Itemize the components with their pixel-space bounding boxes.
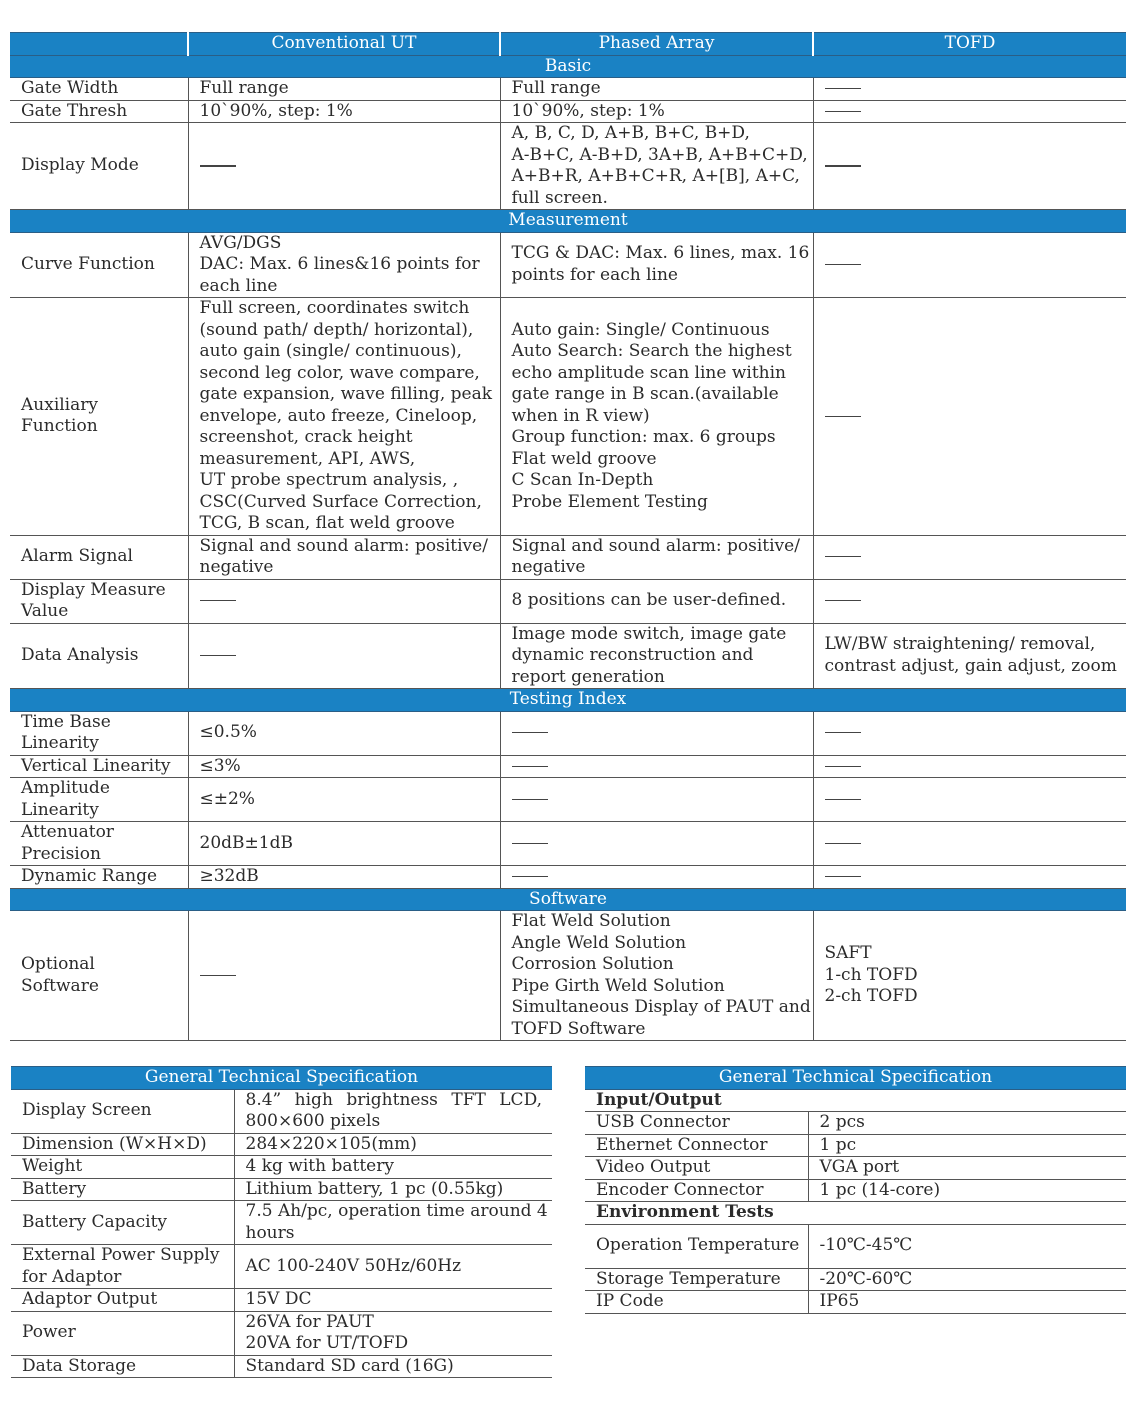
cell-tofd xyxy=(813,866,1126,889)
header-tofd: TOFD xyxy=(813,33,1126,56)
cell-pa: 10`90%, step: 1% xyxy=(500,100,813,123)
table-row-curve-function xyxy=(10,232,1126,298)
dash-mark xyxy=(825,732,861,733)
cell-ut xyxy=(188,123,500,210)
row-label: Attenuator Precision xyxy=(10,822,188,866)
dash-mark xyxy=(200,655,236,656)
comparison-header-row xyxy=(10,33,1126,56)
dash-mark xyxy=(825,876,861,877)
general-spec-table-left xyxy=(11,1066,552,1378)
cell-tofd xyxy=(813,535,1126,579)
row-label: Optional Software xyxy=(10,911,188,1041)
table-row-data-analysis xyxy=(10,623,1126,689)
table-row xyxy=(11,1311,552,1355)
table-row-amplitude-linearity xyxy=(10,778,1126,822)
table-row-optional-software xyxy=(10,911,1126,1041)
table-row-gate-thresh xyxy=(10,100,1126,123)
dash-mark xyxy=(512,799,548,800)
cell-pa: A, B, C, D, A+B, B+C, B+D, A-B+C, A-B+D, 3A+B, A+B+C+D, A+B+R, A+B+C+R, A+[B], A+C, full screen. xyxy=(500,123,813,210)
cell-tofd xyxy=(813,123,1126,210)
section-header-testing-index: Testing Index xyxy=(10,689,1126,712)
table-row xyxy=(585,1224,1126,1268)
dash-mark xyxy=(825,165,861,167)
spec-label: Adaptor Output xyxy=(11,1289,234,1312)
row-label: Auxiliary Function xyxy=(10,298,188,536)
row-label: Data Analysis xyxy=(10,623,188,689)
general-spec-table-right xyxy=(585,1066,1126,1314)
row-label: Display Mode xyxy=(10,123,188,210)
dash-mark xyxy=(825,556,861,557)
spec-label: Battery Capacity xyxy=(11,1201,234,1245)
cell-ut: Full screen, coordinates switch (sound path/ depth/ horizontal), auto gain (single/ continuous), second leg color, wave compare, gate expansion, wave filling, peak envelope, auto freeze, Cineloop, screenshot, crack height measurement, API, AWS, UT probe spectrum analysis, , CSC(Curved Surface Correction, TCG, B scan, flat weld groove xyxy=(188,298,500,536)
row-label: Alarm Signal xyxy=(10,535,188,579)
cell-pa: Image mode switch, image gate dynamic reconstruction and report generation xyxy=(500,623,813,689)
cell-ut: Full range xyxy=(188,78,500,101)
table-row-vertical-linearity xyxy=(10,755,1126,778)
dash-mark xyxy=(512,876,548,877)
spec-left-title: General Technical Specification xyxy=(11,1067,552,1090)
cell-ut xyxy=(188,911,500,1041)
cell-ut: ≥32dB xyxy=(188,866,500,889)
cell-ut: ≤±2% xyxy=(188,778,500,822)
table-row xyxy=(585,1112,1126,1135)
dash-mark xyxy=(825,264,861,265)
spec-label: USB Connector xyxy=(585,1112,808,1135)
spec-value: 1 pc xyxy=(808,1134,1126,1157)
section-header-software: Software xyxy=(10,888,1126,911)
cell-pa: Signal and sound alarm: positive/ negative xyxy=(500,535,813,579)
spec-value: VGA port xyxy=(808,1157,1126,1180)
spec-value: 7.5 Ah/pc, operation time around 4 hours xyxy=(234,1201,552,1245)
table-row xyxy=(585,1157,1126,1180)
dash-mark xyxy=(825,416,861,417)
section-header-basic: Basic xyxy=(10,55,1126,78)
table-row-gate-width xyxy=(10,78,1126,101)
spec-value: -10℃-45℃ xyxy=(808,1224,1126,1268)
spec-value: -20℃-60℃ xyxy=(808,1268,1126,1291)
table-row xyxy=(585,1179,1126,1202)
dash-mark xyxy=(200,975,236,976)
cell-pa xyxy=(500,866,813,889)
dash-mark xyxy=(825,111,861,112)
cell-tofd xyxy=(813,778,1126,822)
spec-label: Storage Temperature xyxy=(585,1268,808,1291)
cell-tofd xyxy=(813,100,1126,123)
spec-label: IP Code xyxy=(585,1291,808,1314)
header-conventional-ut: Conventional UT xyxy=(188,33,500,56)
table-row xyxy=(11,1289,552,1312)
spec-label: External Power Supply for Adaptor xyxy=(11,1245,234,1289)
spec-label: Weight xyxy=(11,1156,234,1179)
table-row xyxy=(11,1156,552,1179)
spec-value: Lithium battery, 1 pc (0.55kg) xyxy=(234,1178,552,1201)
table-row xyxy=(11,1245,552,1289)
table-row-display-mode xyxy=(10,123,1126,210)
cell-ut: 20dB±1dB xyxy=(188,822,500,866)
cell-ut xyxy=(188,579,500,623)
cell-ut: ≤0.5% xyxy=(188,711,500,755)
table-row xyxy=(11,1133,552,1156)
header-phased-array: Phased Array xyxy=(500,33,813,56)
row-label: Curve Function xyxy=(10,232,188,298)
table-row xyxy=(585,1291,1126,1314)
cell-ut: AVG/DGS DAC: Max. 6 lines&16 points for each line xyxy=(188,232,500,298)
row-label: Display Measure Value xyxy=(10,579,188,623)
cell-pa xyxy=(500,822,813,866)
cell-pa: Flat Weld Solution Angle Weld Solution Corrosion Solution Pipe Girth Weld Solution Simultaneous Display of PAUT and TOFD Software xyxy=(500,911,813,1041)
cell-ut: ≤3% xyxy=(188,755,500,778)
spec-label: Power xyxy=(11,1311,234,1355)
row-label: Time Base Linearity xyxy=(10,711,188,755)
cell-pa xyxy=(500,778,813,822)
spec-value: 2 pcs xyxy=(808,1112,1126,1135)
spec-label: Battery xyxy=(11,1178,234,1201)
row-label: Gate Width xyxy=(10,78,188,101)
cell-ut xyxy=(188,623,500,689)
cell-pa: TCG & DAC: Max. 6 lines, max. 16 points for each line xyxy=(500,232,813,298)
cell-tofd: LW/BW straightening/ removal, contrast adjust, gain adjust, zoom xyxy=(813,623,1126,689)
group-header-environment-tests: Environment Tests xyxy=(585,1202,1126,1225)
spec-label: Display Screen xyxy=(11,1089,234,1133)
dash-mark xyxy=(200,165,236,167)
cell-tofd: SAFT 1-ch TOFD 2-ch TOFD xyxy=(813,911,1126,1041)
dash-mark xyxy=(825,843,861,844)
cell-pa xyxy=(500,755,813,778)
dash-mark xyxy=(825,88,861,89)
spec-label: Encoder Connector xyxy=(585,1179,808,1202)
cell-ut: Signal and sound alarm: positive/ negative xyxy=(188,535,500,579)
table-row xyxy=(585,1268,1126,1291)
table-row xyxy=(11,1178,552,1201)
cell-tofd xyxy=(813,78,1126,101)
spec-value: 8.4” high brightness TFT LCD, 800×600 pixels xyxy=(234,1089,552,1133)
cell-tofd xyxy=(813,232,1126,298)
dash-mark xyxy=(825,766,861,767)
group-header-input-output: Input/Output xyxy=(585,1089,1126,1112)
cell-pa: Auto gain: Single/ Continuous Auto Search: Search the highest echo amplitude scan line within gate range in B scan.(available when in R view) Group function: max. 6 groups Flat weld groove C Scan In-Depth Probe Element Testing xyxy=(500,298,813,536)
spec-label: Dimension (W×H×D) xyxy=(11,1133,234,1156)
table-row-time-base-linearity xyxy=(10,711,1126,755)
dash-mark xyxy=(512,732,548,733)
row-label: Gate Thresh xyxy=(10,100,188,123)
spec-right-title: General Technical Specification xyxy=(585,1067,1126,1090)
dash-mark xyxy=(825,799,861,800)
table-row-display-measure-value xyxy=(10,579,1126,623)
cell-tofd xyxy=(813,711,1126,755)
cell-tofd xyxy=(813,579,1126,623)
spec-value: 26VA for PAUT 20VA for UT/TOFD xyxy=(234,1311,552,1355)
cell-ut: 10`90%, step: 1% xyxy=(188,100,500,123)
header-blank xyxy=(10,33,188,56)
spec-value: 1 pc (14-core) xyxy=(808,1179,1126,1202)
spec-value: 284×220×105(mm) xyxy=(234,1133,552,1156)
table-row xyxy=(11,1201,552,1245)
spec-value: IP65 xyxy=(808,1291,1126,1314)
row-label: Dynamic Range xyxy=(10,866,188,889)
cell-tofd xyxy=(813,822,1126,866)
row-label: Vertical Linearity xyxy=(10,755,188,778)
cell-tofd xyxy=(813,298,1126,536)
spec-value: AC 100-240V 50Hz/60Hz xyxy=(234,1245,552,1289)
cell-tofd xyxy=(813,755,1126,778)
dash-mark xyxy=(512,766,548,767)
spec-label: Video Output xyxy=(585,1157,808,1180)
dash-mark xyxy=(825,600,861,601)
table-row xyxy=(585,1134,1126,1157)
row-label: Amplitude Linearity xyxy=(10,778,188,822)
dash-mark xyxy=(512,843,548,844)
spec-value: 15V DC xyxy=(234,1289,552,1312)
spec-label: Ethernet Connector xyxy=(585,1134,808,1157)
table-row-dynamic-range xyxy=(10,866,1126,889)
spec-value: Standard SD card (16G) xyxy=(234,1355,552,1378)
table-row xyxy=(11,1089,552,1133)
cell-pa: 8 positions can be user-defined. xyxy=(500,579,813,623)
spec-value: 4 kg with battery xyxy=(234,1156,552,1179)
table-row xyxy=(11,1355,552,1378)
dash-mark xyxy=(200,600,236,601)
cell-pa xyxy=(500,711,813,755)
table-row-auxiliary-function xyxy=(10,298,1126,536)
spec-label: Data Storage xyxy=(11,1355,234,1378)
spec-label: Operation Temperature xyxy=(585,1224,808,1268)
table-row-alarm-signal xyxy=(10,535,1126,579)
section-header-measurement: Measurement xyxy=(10,210,1126,233)
cell-pa: Full range xyxy=(500,78,813,101)
comparison-table xyxy=(10,32,1126,1041)
table-row-attenuator-precision xyxy=(10,822,1126,866)
